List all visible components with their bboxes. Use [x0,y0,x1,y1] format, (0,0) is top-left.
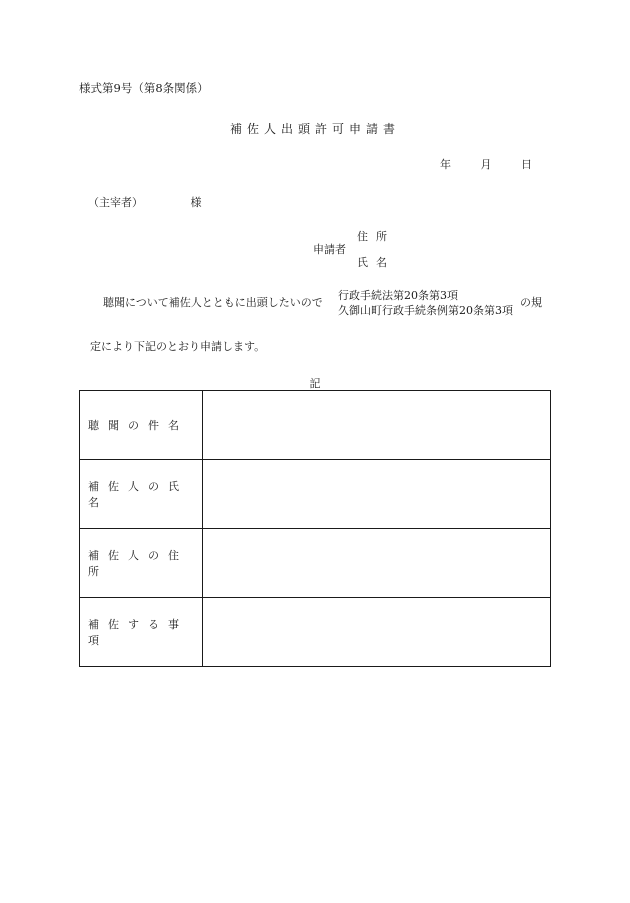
row-label-assisted-matters: 補佐する事項 [80,598,203,667]
body-text-line1: 聴聞について補佐人とともに出頭したいので [103,296,323,309]
row-label-assistant-address: 補佐人の住所 [80,529,203,598]
document-title: 補佐人出頭許可申請書 [229,122,400,136]
date-day-label: 日 [521,158,532,171]
row-value-assisted-matters[interactable] [203,598,551,667]
date-line [440,156,532,172]
row-value-assistant-address[interactable] [203,529,551,598]
date-month-label: 月 [480,158,492,171]
record-table [79,390,551,667]
date-year-label: 年 [440,158,451,171]
addressee-honorific: 様 [190,196,202,209]
table-row [80,529,551,598]
row-label-hearing-subject: 聴聞の件名 [80,391,203,460]
body-text-tail: の規 [520,296,542,309]
ki-label: 記 [309,377,321,390]
applicant-address-label: 住所 [357,230,395,243]
row-value-assistant-name[interactable] [203,460,551,529]
table-row [80,598,551,667]
applicant-label: 申請者 [313,243,346,256]
body-text-line2: 定により下記のとおり申請します。 [90,340,266,353]
row-label-assistant-name: 補佐人の氏名 [80,460,203,529]
law-reference-2: 久御山町行政手続条例第20条第3項 [338,304,513,317]
law-reference-1: 行政手続法第20条第3項 [338,289,458,302]
addressee-label: （主宰者） [88,196,143,209]
applicant-name-label: 氏名 [357,256,395,269]
form-number: 様式第9号（第8条関係） [79,81,209,95]
table-row [80,391,551,460]
addressee-line [88,194,202,210]
row-value-hearing-subject[interactable] [203,391,551,460]
table-row [80,460,551,529]
